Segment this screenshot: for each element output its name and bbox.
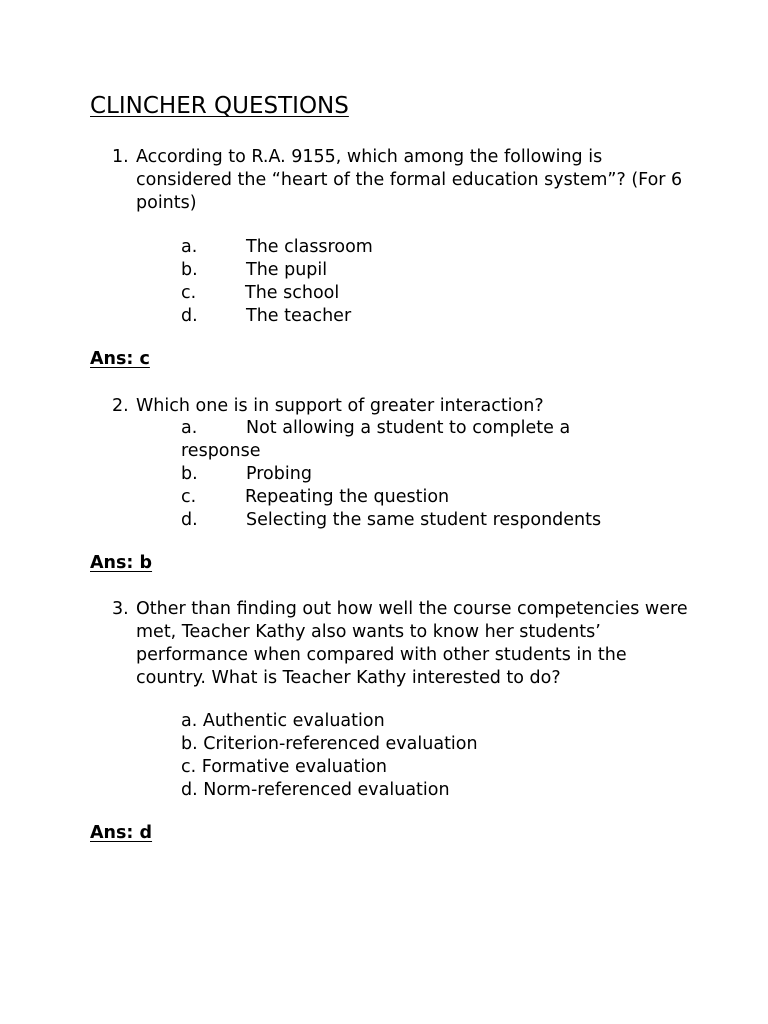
question-3-options	[181, 710, 478, 802]
question-3	[112, 598, 696, 690]
option-letter: b.	[181, 260, 198, 280]
answer-1: Ans: c	[90, 349, 150, 369]
question-1	[112, 146, 696, 215]
option-d: d. Norm-referenced evaluation	[181, 780, 450, 800]
option-d	[181, 509, 602, 532]
option-text: The school	[245, 283, 340, 303]
option-c	[181, 486, 570, 509]
question-number: 1.	[112, 147, 129, 167]
option-letter: b.	[181, 464, 198, 484]
option-letter: d.	[181, 306, 198, 326]
option-text: Not allowing a student to complete a	[246, 418, 571, 438]
answer-3: Ans: d	[90, 823, 153, 843]
question-text: According to R.A. 9155, which among the following is considered the “heart of the formal education system”? (For 6 points)	[136, 147, 683, 213]
question-text: Which one is in support of greater interaction?	[136, 396, 544, 416]
option-text: The teacher	[246, 306, 352, 326]
option-letter: c.	[181, 283, 197, 303]
answer-2: Ans: b	[90, 553, 153, 573]
option-c: c. Formative evaluation	[181, 757, 388, 777]
option-text: Probing	[246, 464, 312, 484]
question-number: 3.	[112, 599, 129, 619]
option-text-continuation: response	[181, 441, 261, 461]
option-text: The classroom	[246, 237, 373, 257]
option-text: Repeating the question	[245, 487, 450, 507]
option-text: The pupil	[246, 260, 328, 280]
question-2-options	[181, 417, 602, 532]
question-text: Other than finding out how well the course competencies were met, Teacher Kathy also wants to know her students’ performance when compared with other students in the country. What is Teacher Kathy interested to do?	[136, 599, 688, 688]
option-b	[181, 463, 570, 486]
option-a: a. Authentic evaluation	[181, 711, 385, 731]
option-text: Selecting the same student respondents	[246, 510, 602, 530]
question-number: 2.	[112, 396, 129, 416]
page-title: CLINCHER QUESTIONS	[90, 93, 349, 119]
option-b: b. Criterion-referenced evaluation	[181, 734, 478, 754]
option-letter: d.	[181, 510, 198, 530]
question-2	[112, 395, 696, 418]
option-letter: c.	[181, 487, 197, 507]
option-letter: a.	[181, 418, 198, 438]
option-a	[181, 417, 570, 463]
option-letter: a.	[181, 237, 198, 257]
